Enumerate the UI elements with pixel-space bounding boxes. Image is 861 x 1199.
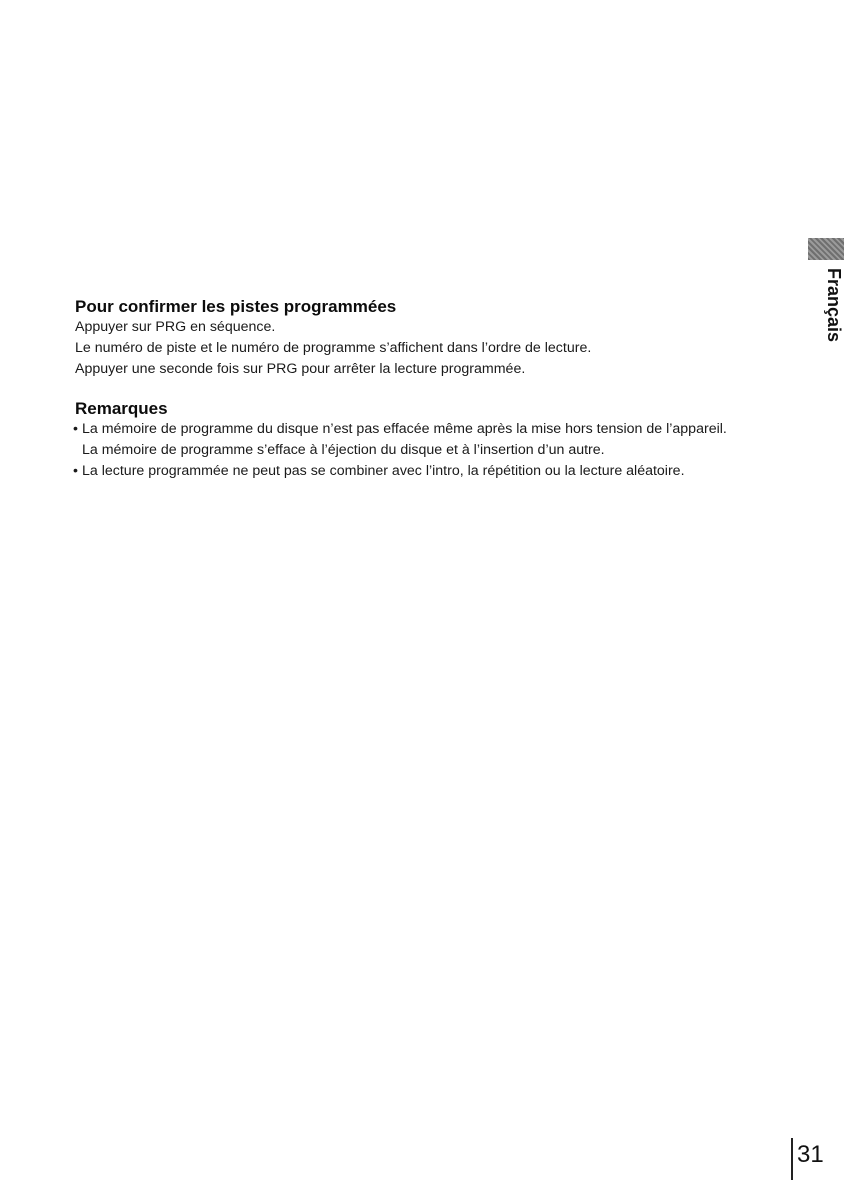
page-number: 31	[797, 1141, 824, 1168]
list-item	[75, 419, 815, 461]
remark-2-text: La lecture programmée ne peut pas se combiner avec l’intro, la répétition ou la lecture aléatoire.	[82, 463, 685, 479]
confirm-programmed-tracks-heading: Pour confirmer les pistes programmées	[75, 297, 397, 316]
language-side-tab	[800, 238, 846, 358]
confirm-line-1: Appuyer sur PRG en séquence.	[75, 319, 276, 335]
remarques-heading: Remarques	[75, 399, 168, 418]
bullet-icon: •	[73, 463, 78, 479]
remark-1-text: La mémoire de programme du disque n’est pas effacée même après la mise hors tension de l’appareil.	[82, 421, 727, 437]
remark-2-first-line	[73, 461, 813, 482]
remark-1-first-line	[73, 419, 813, 440]
remark-1-continuation: La mémoire de programme s’efface à l’éjection du disque et à l’insertion d’un autre.	[82, 442, 605, 458]
page-number-divider	[791, 1138, 793, 1180]
confirm-line-3: Appuyer une seconde fois sur PRG pour arrêter la lecture programmée.	[75, 361, 526, 377]
bullet-icon: •	[73, 421, 78, 437]
confirm-programmed-tracks-section	[75, 297, 815, 380]
remarques-list	[75, 419, 815, 482]
language-tab-label: Français	[824, 268, 844, 343]
page-footer	[791, 1138, 841, 1180]
confirm-line-2: Le numéro de piste et le numéro de programme s’affichent dans l’ordre de lecture.	[75, 340, 592, 356]
list-item	[75, 461, 815, 482]
remarques-section	[75, 399, 815, 482]
language-tab-marker	[808, 238, 844, 260]
